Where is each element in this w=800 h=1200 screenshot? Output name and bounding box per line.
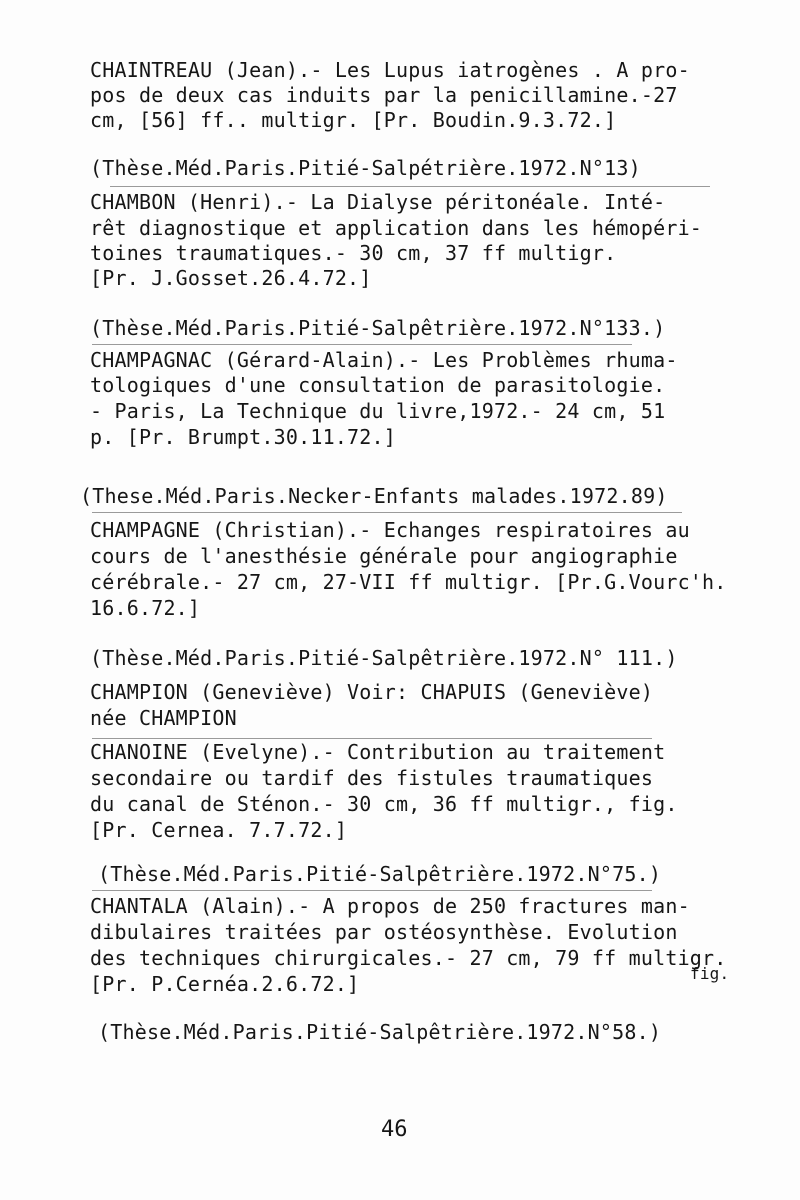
entry-line: née CHAMPION — [90, 706, 237, 730]
thesis-reference: (Thèse.Méd.Paris.Pitié-Salpétrière.1972.N°13) — [90, 156, 641, 180]
page-number: 46 — [381, 1117, 408, 1142]
entry-line: CHAMPAGNE (Christian).- Echanges respiratoires au — [90, 518, 690, 542]
entry-line: cérébrale.- 27 cm, 27-VII ff multigr. [Pr.G.Vourc'h. — [90, 570, 727, 594]
entry-line: rêt diagnostique et application dans les hémopéri- — [90, 216, 703, 240]
entry-divider — [92, 890, 652, 891]
entry-line: CHAMBON (Henri).- La Dialyse péritonéale. Inté- — [90, 190, 666, 214]
entry-divider — [92, 738, 652, 739]
entry-line: CHAMPION (Geneviève) Voir: CHAPUIS (Geneviève) — [90, 680, 654, 704]
entry-line: secondaire ou tardif des fistules traumatiques — [90, 766, 654, 790]
thesis-reference: (These.Méd.Paris.Necker-Enfants malades.1972.89) — [80, 484, 668, 508]
thesis-reference: (Thèse.Méd.Paris.Pitié-Salpêtrière.1972.N°75.) — [98, 862, 662, 886]
entry-line: CHANOINE (Evelyne).- Contribution au traitement — [90, 740, 666, 764]
entry-line: [Pr. Cernea. 7.7.72.] — [90, 818, 348, 842]
entry-line: - Paris, La Technique du livre,1972.- 24 cm, 51 — [90, 399, 666, 423]
entry-line: cm, [56] ff.. multigr. [Pr. Boudin.9.3.72.] — [90, 108, 617, 132]
entry-line: 16.6.72.] — [90, 596, 201, 620]
entry-line: toines traumatiques.- 30 cm, 37 ff multigr. — [90, 241, 617, 265]
entry-line: CHAMPAGNAC (Gérard-Alain).- Les Problèmes rhuma- — [90, 348, 678, 372]
entry-line: du canal de Sténon.- 30 cm, 36 ff multigr., fig. — [90, 792, 678, 816]
entry-line: cours de l'anesthésie générale pour angiographie — [90, 544, 678, 568]
entry-line: des techniques chirurgicales.- 27 cm, 79 ff multigr. — [90, 946, 727, 970]
entry-line: tologiques d'une consultation de parasitologie. — [90, 373, 666, 397]
entry-line: dibulaires traitées par ostéosynthèse. Evolution — [90, 920, 678, 944]
entry-line: [Pr. P.Cernéa.2.6.72.] — [90, 972, 360, 996]
thesis-reference: (Thèse.Méd.Paris.Pitié-Salpêtrière.1972.N°133.) — [90, 316, 666, 340]
entry-line: CHANTALA (Alain).- A propos de 250 fractures man- — [90, 894, 690, 918]
entry-line: [Pr. J.Gosset.26.4.72.] — [90, 266, 372, 290]
entry-margin-note: fig. — [690, 964, 730, 983]
entry-divider — [92, 344, 632, 345]
thesis-reference: (Thèse.Méd.Paris.Pitié-Salpêtrière.1972.N° 111.) — [90, 646, 678, 670]
thesis-reference: (Thèse.Méd.Paris.Pitié-Salpêtrière.1972.N°58.) — [98, 1020, 662, 1044]
entry-divider — [92, 512, 682, 513]
entry-line: CHAINTREAU (Jean).- Les Lupus iatrogènes . A pro- — [90, 58, 690, 82]
entry-line: p. [Pr. Brumpt.30.11.72.] — [90, 425, 397, 449]
entry-divider — [110, 186, 710, 187]
entry-line: pos de deux cas induits par la penicillamine.-27 — [90, 83, 678, 107]
